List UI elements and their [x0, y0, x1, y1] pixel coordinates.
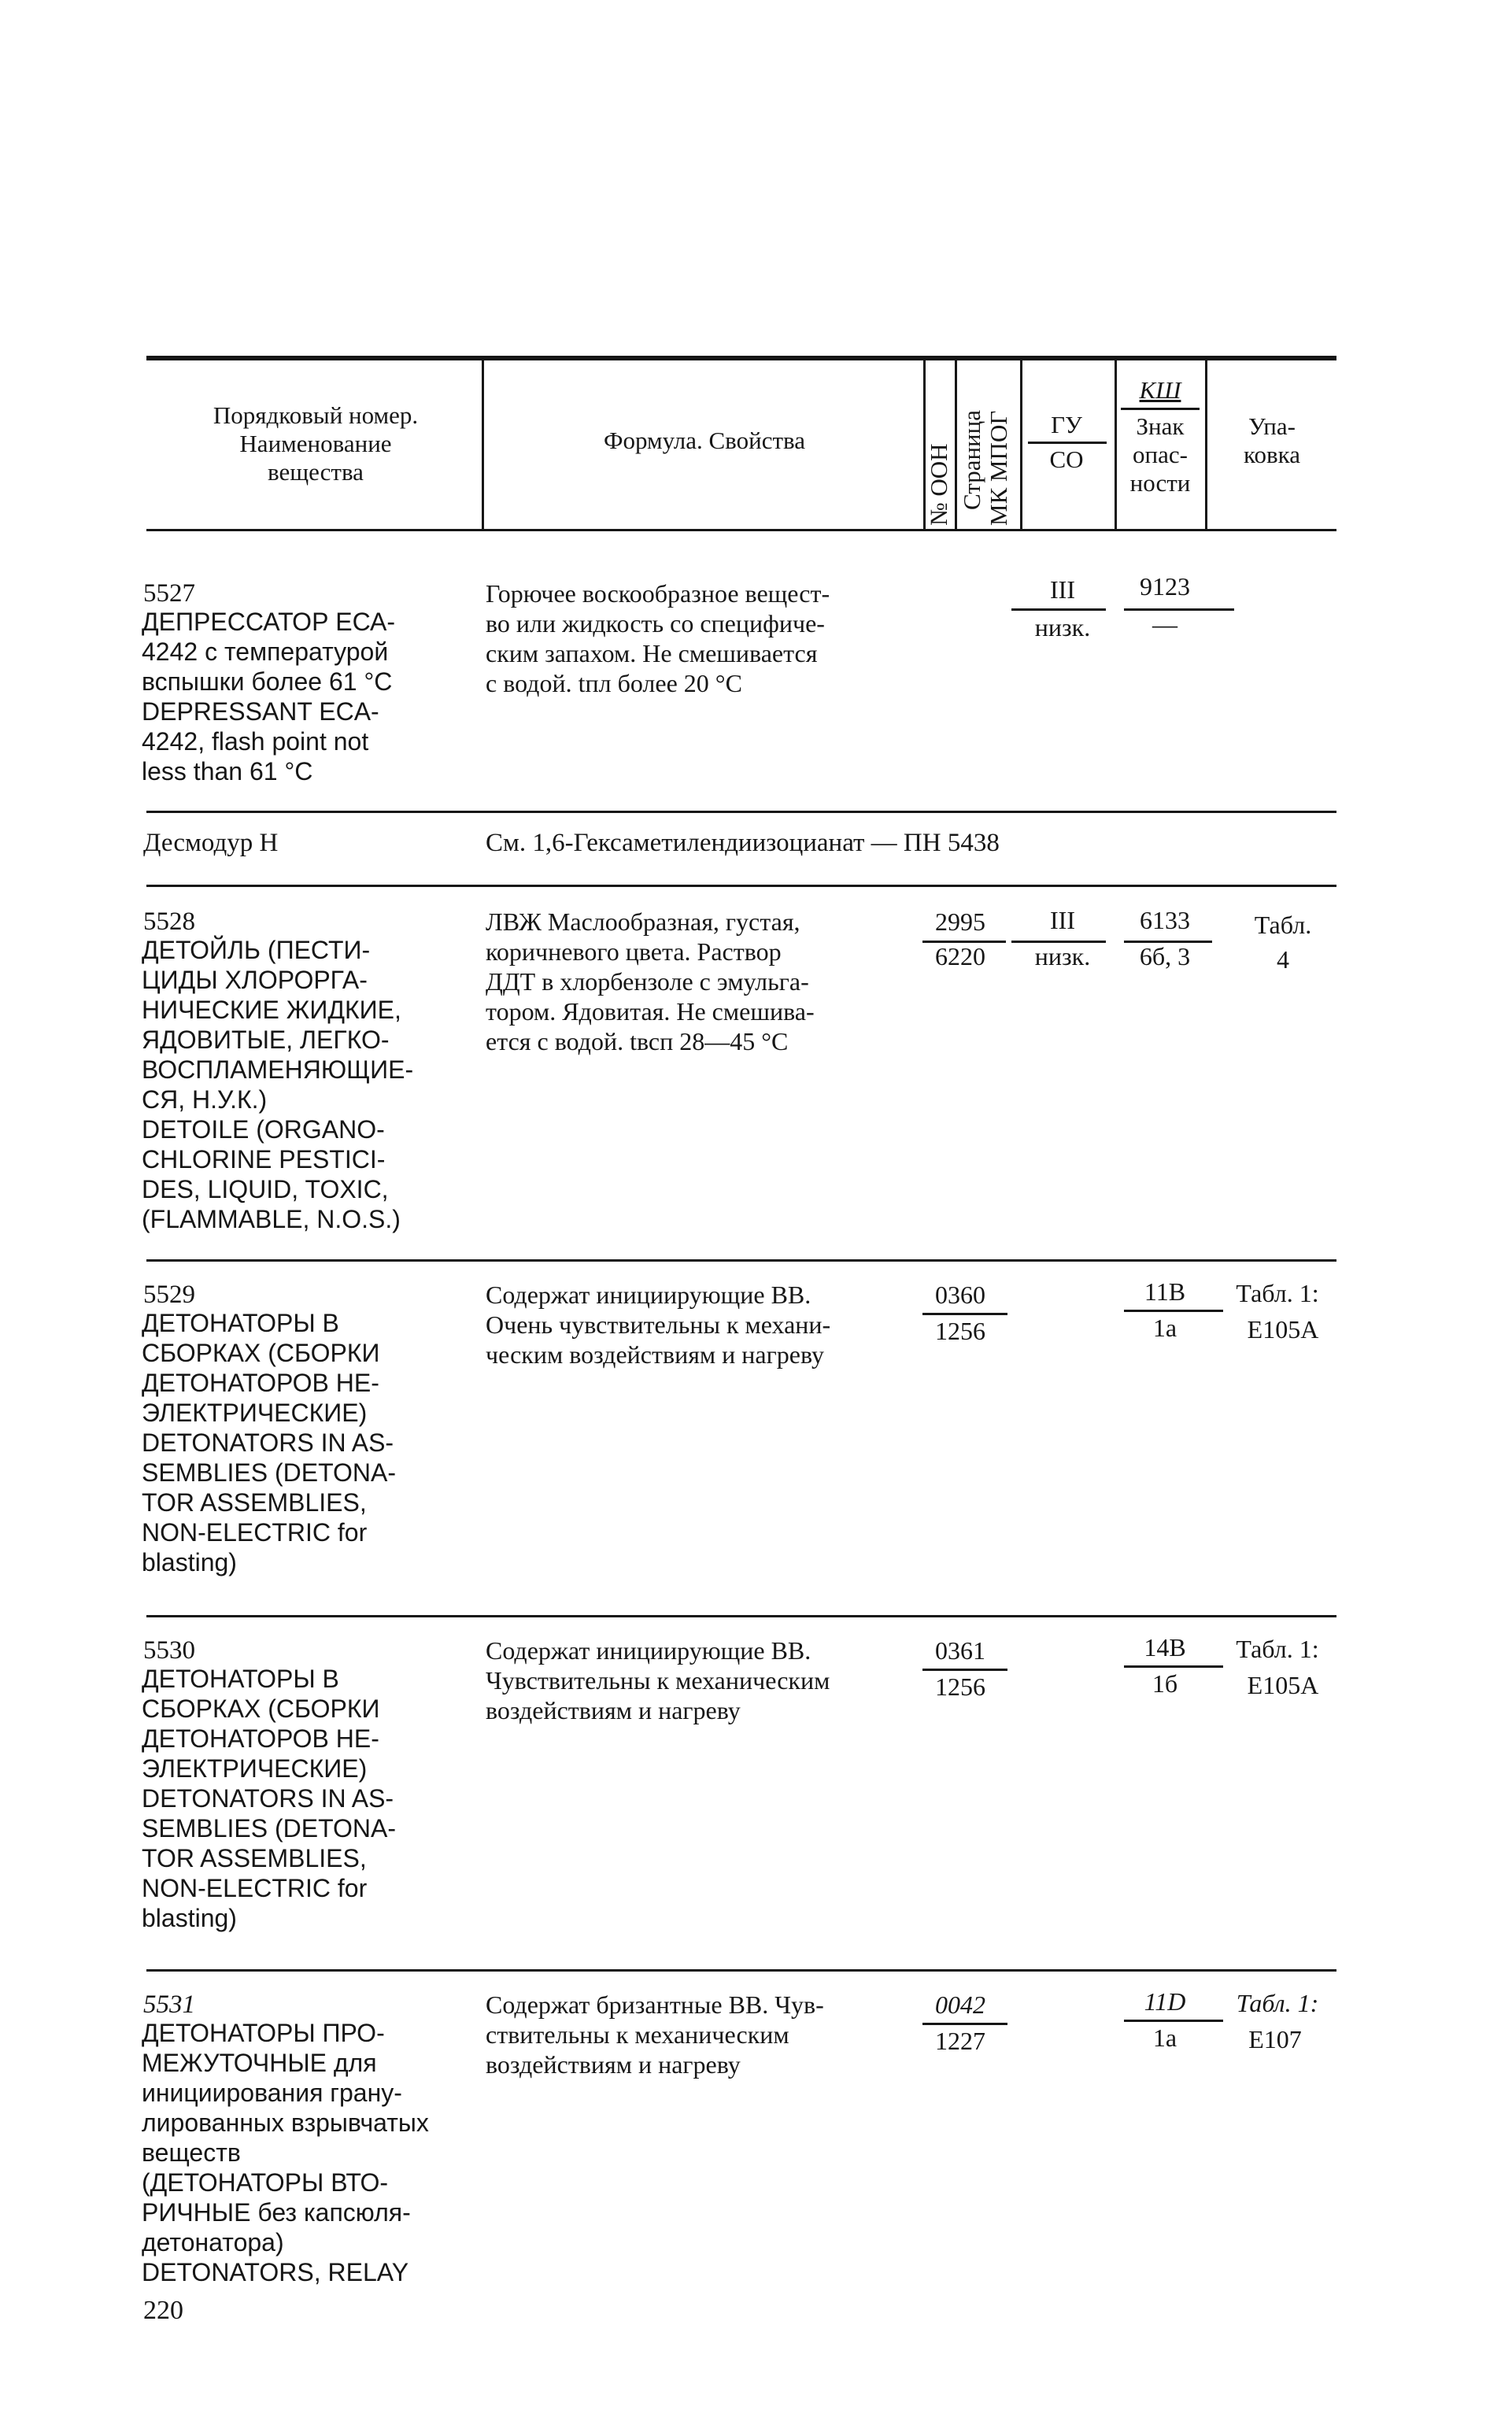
hazard-sign-value: —	[1152, 610, 1177, 638]
un-number: 0360	[935, 1281, 985, 1309]
header-separator	[482, 360, 484, 529]
substance-properties: Содержат инициирующие ВВ. Очень чувствительны к механи- ческим воздействиям и нагреву	[486, 1281, 831, 1369]
hazard-sign-value: 6б, 3	[1139, 942, 1191, 970]
header-separator	[1205, 360, 1207, 529]
packaging-value: Табл.	[1254, 911, 1312, 939]
packaging-value: Табл. 1:	[1236, 1635, 1319, 1663]
substance-properties: Содержат инициирующие ВВ. Чувствительны к механическим воздействиям и нагреву	[486, 1636, 830, 1724]
header-ksh-fraction-line	[1121, 408, 1200, 410]
header-bottom-rule	[146, 529, 1336, 531]
gu-value: III	[1050, 906, 1075, 934]
substance-name: ДЕТОНАТОРЫ ПРО- МЕЖУТОЧНЫЕ для инициирования грану- лированных взрывчатых веществ (ДЕТОНАТОРЫ ВТО- РИЧНЫЕ без капсюля- детонатора) DETONATORS, RELAY	[142, 2019, 429, 2286]
un-number: 0361	[935, 1636, 985, 1665]
packaging-code: Е107	[1248, 2025, 1302, 2053]
entry-number: 5527	[143, 579, 195, 608]
entry-divider	[146, 1615, 1336, 1617]
entry-number: 5528	[143, 907, 195, 936]
substance-name: ДЕТОНАТОРЫ В СБОРКАХ (СБОРКИ ДЕТОНАТОРОВ НЕ- ЭЛЕКТРИЧЕСКИЕ) DETONATORS IN AS- SEMBLIES (DETONA- TOR ASSEMBLIES, NON-ELECTRIC for blasting)	[142, 1309, 397, 1576]
ksh-fraction-line	[1124, 1665, 1223, 1668]
header-ksh: КШ	[1139, 376, 1181, 404]
gu-fraction-line	[1011, 608, 1106, 611]
header-top-rule	[146, 356, 1336, 360]
entry-divider	[146, 885, 1336, 887]
hazard-sign-value: 1а	[1152, 1314, 1177, 1342]
header-separator	[1020, 360, 1022, 529]
packaging-table-number: 4	[1277, 945, 1289, 974]
substance-name: ДЕТОНАТОРЫ В СБОРКАХ (СБОРКИ ДЕТОНАТОРОВ НЕ- ЭЛЕКТРИЧЕСКИЕ) DETONATORS IN AS- SEMBLIES (DETONA- TOR ASSEMBLIES, NON-ELECTRIC for blasting)	[142, 1665, 397, 1932]
header-page-column-a: Страница	[958, 410, 985, 510]
substance-properties: Содержат бризантные ВВ. Чув- ствительны к механическим воздействиям и нагреву	[486, 1990, 824, 2079]
ksh-value: 9123	[1140, 572, 1190, 601]
substance-properties: ЛВЖ Маслообразная, густая, коричневого цвета. Раствор ДДТ в хлорбензоле с эмульга- тором. Ядовитая. Не смешива- ется с водой. tвсп 28—45 °С	[486, 907, 815, 1055]
un-fraction-line	[922, 2023, 1007, 2025]
un-number: 2995	[935, 907, 985, 936]
mk-mpog-page: 1256	[935, 1672, 985, 1701]
header-name-column: Порядковый номер. Наименование вещества	[213, 401, 419, 486]
substance-name: Десмодур Н	[143, 829, 279, 857]
header-so: СО	[1049, 445, 1084, 473]
substance-properties: Горючее воскообразное вещест- во или жидкость со специфиче- ским запахом. Не смешивается с водой. tпл более 20 °С	[486, 579, 830, 697]
ksh-fraction-line	[1124, 1310, 1223, 1312]
entry-number: 5529	[143, 1281, 195, 1309]
entry-number: 5530	[143, 1636, 195, 1665]
cross-reference: См. 1,6-Гексаметилендиизоцианат — ПН 5438	[486, 829, 1000, 857]
header-gu-fraction-line	[1028, 442, 1107, 444]
ksh-fraction-line	[1124, 2020, 1223, 2022]
so-value: низк.	[1034, 942, 1091, 970]
hazard-sign-value: 1б	[1152, 1669, 1178, 1698]
entry-divider	[146, 1259, 1336, 1262]
gu-value: III	[1050, 575, 1075, 604]
header-page-column-b: МК МПОГ	[985, 410, 1012, 526]
entry-divider	[146, 811, 1336, 813]
header-formula-column: Формула. Свойства	[604, 427, 805, 454]
header-separator	[955, 360, 957, 529]
header-un-number-column: № ООН	[925, 443, 952, 526]
header-gu: ГУ	[1051, 411, 1082, 438]
ksh-value: 6133	[1140, 906, 1190, 934]
substance-name: ДЕПРЕССАТОР ЕСА- 4242 с температурой вспышки более 61 °С DEPRESSANT ECA- 4242, flash point not less than 61 °C	[142, 608, 396, 785]
mk-mpog-page: 6220	[935, 942, 985, 970]
mk-mpog-page: 1256	[935, 1317, 985, 1345]
packaging-value: Табл. 1:	[1236, 1989, 1319, 2017]
un-fraction-line	[922, 1669, 1007, 1671]
entry-divider	[146, 1969, 1336, 1972]
header-packaging: Упа- ковка	[1244, 412, 1300, 468]
un-fraction-line	[922, 1313, 1007, 1315]
un-number: 0042	[935, 1990, 985, 2019]
ksh-value: 11D	[1144, 1987, 1186, 2016]
page-number: 220	[143, 2296, 183, 2325]
packaging-value: Табл. 1:	[1236, 1279, 1319, 1307]
ksh-value: 14В	[1144, 1633, 1186, 1661]
packaging-code: Е105А	[1247, 1671, 1319, 1699]
ksh-value: 11В	[1144, 1277, 1186, 1306]
entry-number: 5531	[143, 1990, 195, 2019]
header-hazard-sign: Знак опас- ности	[1129, 412, 1191, 497]
packaging-code: Е105А	[1247, 1315, 1319, 1344]
substance-name: ДЕТОЙЛЬ (ПЕСТИ- ЦИДЫ ХЛОРОРГА- НИЧЕСКИЕ ЖИДКИЕ, ЯДОВИТЫЕ, ЛЕГКО- ВОСПЛАМЕНЯЮЩИЕ- СЯ, Н.У.К.) DETOILE (ORGANO- CHLORINE PESTICI- DES, LIQUID, TOXIC, (FLAMMABLE, N.O.S.)	[142, 936, 414, 1233]
so-value: низк.	[1034, 613, 1091, 641]
hazard-sign-value: 1а	[1152, 2024, 1177, 2052]
header-separator	[1115, 360, 1117, 529]
mk-mpog-page: 1227	[935, 2027, 985, 2055]
